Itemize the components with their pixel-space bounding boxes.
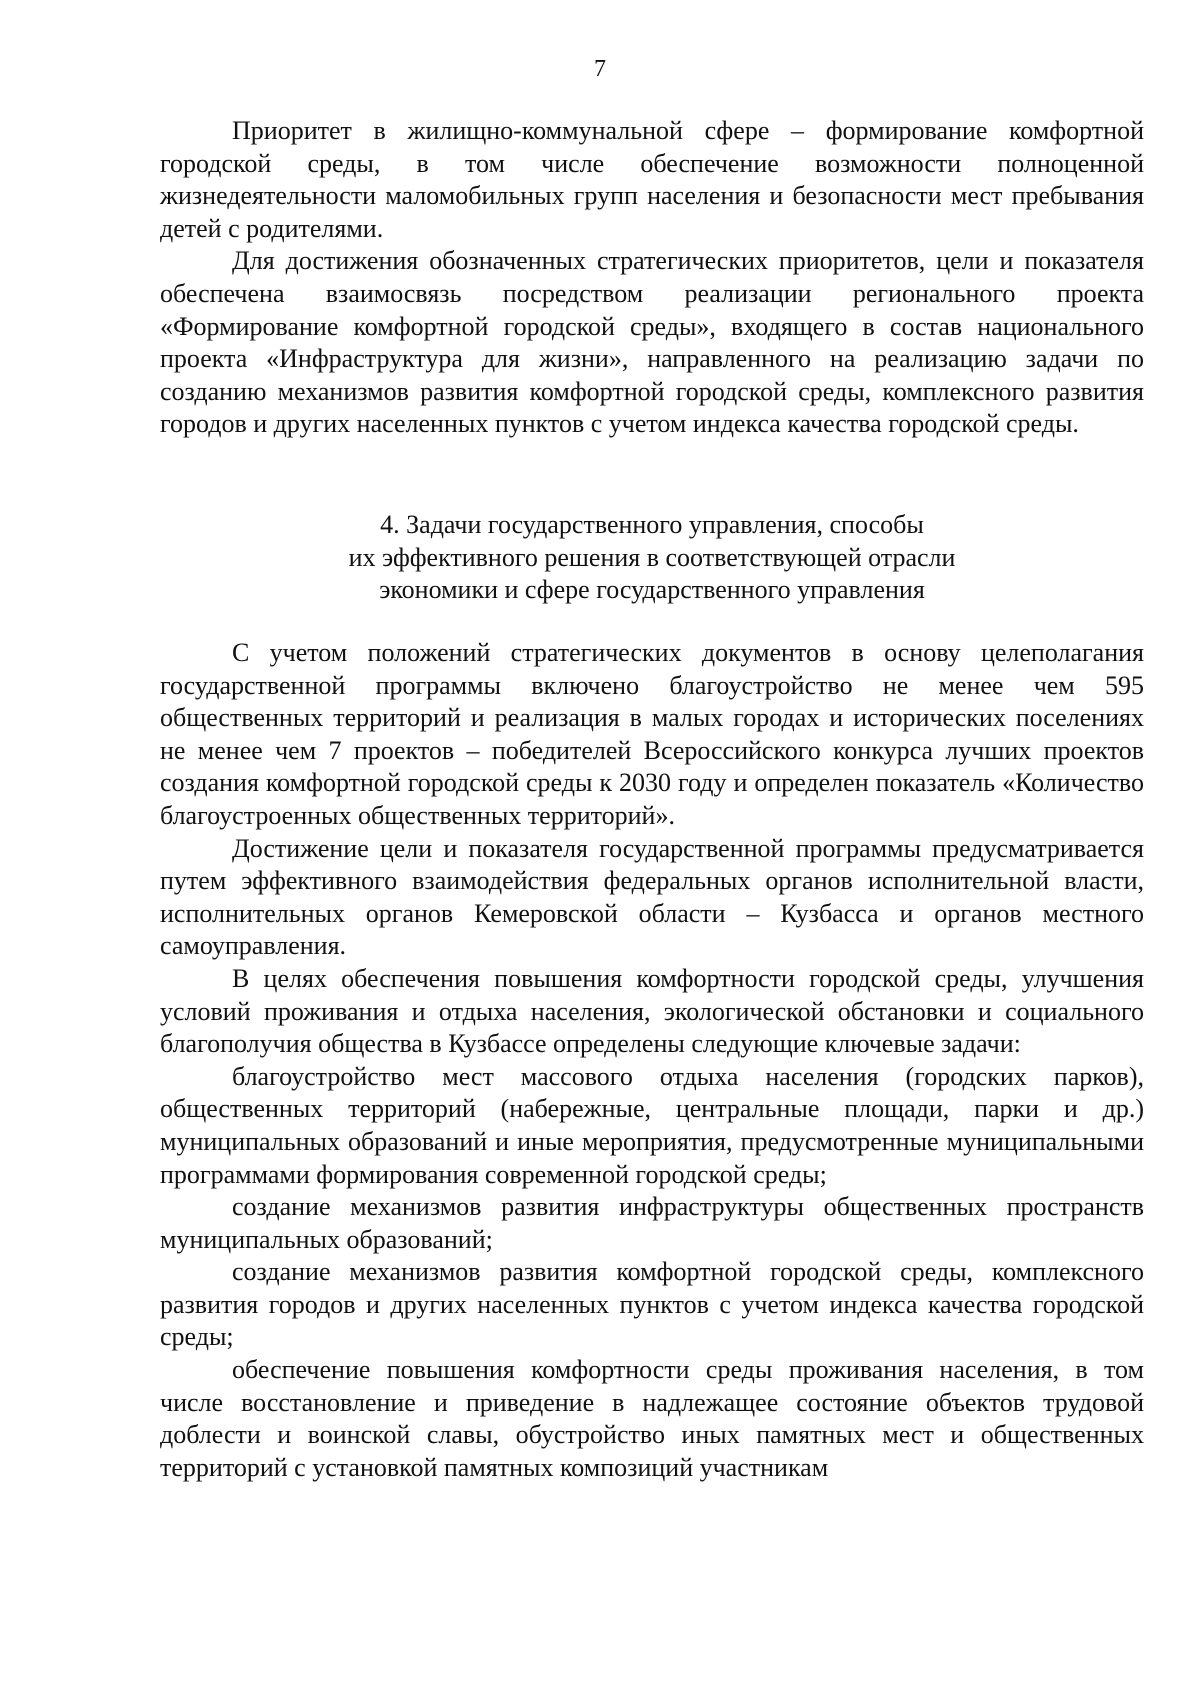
task-item-infrastructure: создание механизмов развития инфраструктуры общественных пространств муниципальных образований; xyxy=(160,1192,1144,1254)
page-number: 7 xyxy=(594,56,606,82)
section-heading-line: экономики и сфере государственного управления xyxy=(379,575,925,605)
section-text-block xyxy=(160,637,1144,1484)
section-heading-line: 4. Задачи государственного управления, способы xyxy=(380,510,924,539)
task-item-living-comfort: обеспечение повышения комфортности среды проживания населения, в том числе восстановление и приведение в надлежащее состояние объектов трудовой доблести и воинской славы, обустройство иных памятных мест и общественных территорий с установкой памятных композиций участникам xyxy=(160,1355,1144,1482)
task-item-urban-environment: создание механизмов развития комфортной городской среды, комплексного развития городов и других населенных пунктов с учетом индекса качества городской среды; xyxy=(160,1257,1144,1352)
section-heading-line: их эффективного решения в соответствующей отрасли xyxy=(348,542,956,572)
paragraph-goal-setting: С учетом положений стратегических документов в основу целеполагания государственной программы включено благоустройство не менее чем 595 общественных территорий и реализация в малых городах и исторических поселениях не менее чем 7 проектов – победителей Всероссийского конкурса лучших проектов создания комфортной городской среды к 2030 году и определен показатель «Количество благоустроенных общественных территорий». xyxy=(160,638,1144,830)
paragraph-priority: Приоритет в жилищно-коммунальной сфере – формирование комфортной городской среды, в том числе обеспечение возможности полноценной жизнедеятельности маломобильных групп населения и безопасности мест пребывания детей с родителями. xyxy=(160,116,1144,243)
intro-text-block xyxy=(160,115,1144,441)
section-heading xyxy=(160,509,1144,607)
paragraph-regional-project: Для достижения обозначенных стратегических приоритетов, цели и показателя обеспечена взаимосвязь посредством реализации регионального проекта «Формирование комфортной городской среды», входящего в состав национального проекта «Инфраструктура для жизни», направленного на реализацию задачи по созданию механизмов развития комфортной городской среды, комплексного развития городов и других населенных пунктов с учетом индекса качества городской среды. xyxy=(160,246,1144,439)
paragraph-interaction: Достижение цели и показателя государственной программы предусматривается путем эффективного взаимодействия федеральных органов исполнительной власти, исполнительных органов Кемеровской области – Кузбасса и органов местного самоуправления. xyxy=(160,833,1144,961)
task-item-recreation: благоустройство мест массового отдыха населения (городских парков), общественных территорий (набережные, центральные площади, парки и др.) муниципальных образований и иные мероприятия, предусмотренные муниципальными программами формирования современной городской среды; xyxy=(160,1061,1144,1189)
paragraph-key-tasks-intro: В целях обеспечения повышения комфортности городской среды, улучшения условий проживания и отдыха населения, экологической обстановки и социального благополучия общества в Кузбассе определены следующие ключевые задачи: xyxy=(160,963,1144,1059)
